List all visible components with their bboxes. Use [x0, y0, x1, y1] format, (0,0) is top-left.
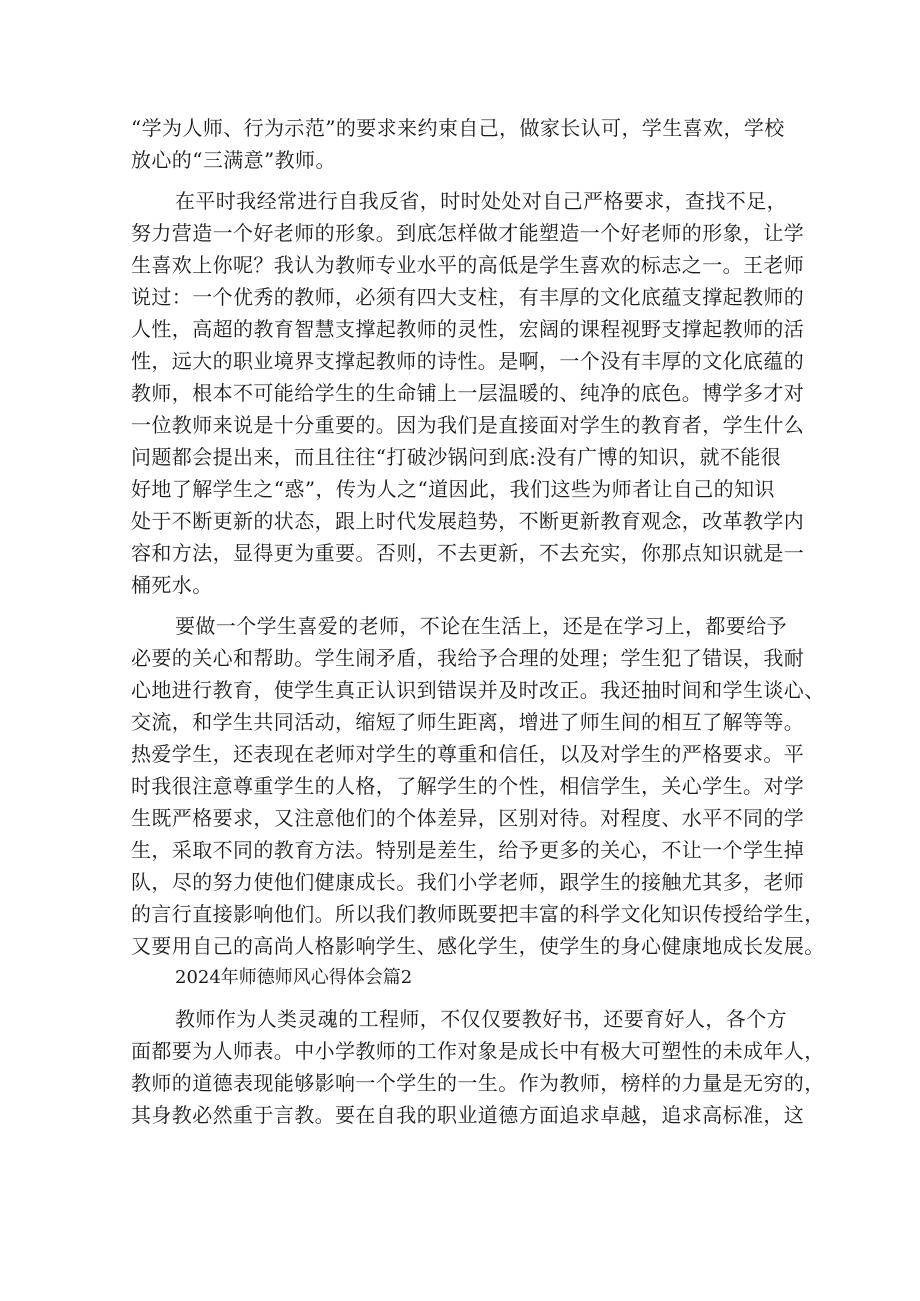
paragraph-1: [131, 112, 793, 176]
text-line: 容和方法，显得更为重要。否则，不去更新，不去充实，你那点知识就是一: [131, 541, 805, 565]
text-line: 教师，根本不可能给学生的生命铺上一层温暖的、纯净的底色。博学多才对: [131, 381, 805, 405]
text-line: 生，采取不同的教育方法。特别是差生，给予更多的关心，不让一个学生掉: [131, 838, 805, 862]
text-line: 的言行直接影响他们。所以我们教师既要把丰富的科学文化知识传授给学生，: [131, 902, 825, 926]
section-heading: [131, 962, 793, 994]
text-line: 交流，和学生共同活动，缩短了师生距离，增进了师生间的相互了解等等。: [131, 710, 805, 734]
text-line: 其身教必然重于言教。要在自我的职业道德方面追求卓越，追求高标准，这: [131, 1103, 805, 1127]
document-page: [131, 112, 825, 1131]
text-line: 处于不断更新的状态，跟上时代发展趋势，不断更新教育观念，改革教学内: [131, 509, 805, 533]
text-line: 努力营造一个好老师的形象。到底怎样做才能塑造一个好老师的形象，让学: [131, 221, 805, 245]
text-line: 好地了解学生之“惑”，传为人之“道因此，我们这些为师者让自己的知识: [131, 477, 775, 501]
text-line: 一位教师来说是十分重要的。因为我们是直接面对学生的教育者，学生什么: [131, 413, 805, 437]
text-line: 时我很注意尊重学生的人格，了解学生的个性，相信学生，关心学生。对学: [131, 774, 805, 798]
section-title: 2024年师德师风心得体会篇2: [175, 967, 413, 988]
paragraph-2: [131, 185, 805, 601]
text-line: 面都要为人师表。中小学教师的工作对象是成长中有极大可塑性的未成年人，: [131, 1039, 825, 1063]
text-line: 心地进行教育，使学生真正认识到错误并及时改正。我还抽时间和学生谈心、: [131, 678, 825, 702]
text-line: 教师的道德表现能够影响一个学生的一生。作为教师，榜样的力量是无穷的，: [131, 1071, 825, 1095]
paragraph-3: [131, 610, 825, 962]
text-line: 生喜欢上你呢？我认为教师专业水平的高低是学生喜欢的标志之一。王老师: [131, 253, 805, 277]
text-line: 必要的关心和帮助。学生闹矛盾，我给予合理的处理；学生犯了错误，我耐: [131, 646, 805, 670]
text-line: 要做一个学生喜爱的老师，不论在生活上，还是在学习上，都要给予: [175, 614, 787, 638]
paragraph-4: [131, 1003, 825, 1131]
text-line: 说过：一个优秀的教师，必须有四大支柱，有丰厚的文化底蕴支撑起教师的: [131, 285, 805, 309]
text-line: 又要用自己的高尚人格影响学生、感化学生，使学生的身心健康地成长发展。: [131, 934, 825, 958]
text-line: 队，尽的努力使他们健康成长。我们小学老师，跟学生的接触尤其多，老师: [131, 870, 805, 894]
text-line: 性，远大的职业境界支撑起教师的诗性。是啊，一个没有丰厚的文化底蕴的: [131, 349, 805, 373]
text-line: 放心的“三满意”教师。: [131, 148, 336, 172]
text-line: 热爱学生，还表现在老师对学生的尊重和信任，以及对学生的严格要求。平: [131, 742, 805, 766]
text-line: 生既严格要求，又注意他们的个体差异，区别对待。对程度、水平不同的学: [131, 806, 805, 830]
text-line: 教师作为人类灵魂的工程师，不仅仅要教好书，还要育好人，各个方: [175, 1007, 787, 1031]
text-line: “学为人师、行为示范”的要求来约束自己，做家长认可，学生喜欢，学校: [131, 116, 785, 140]
text-line: 在平时我经常进行自我反省，时时处处对自己严格要求，查找不足，: [175, 189, 787, 213]
text-line: 人性，高超的教育智慧支撑起教师的灵性，宏阔的课程视野支撑起教师的活: [131, 317, 805, 341]
text-line: 问题都会提出来，而且往往“打破沙锅问到底:没有广博的知识，就不能很: [131, 445, 782, 469]
text-line: 桶死水。: [131, 573, 213, 597]
